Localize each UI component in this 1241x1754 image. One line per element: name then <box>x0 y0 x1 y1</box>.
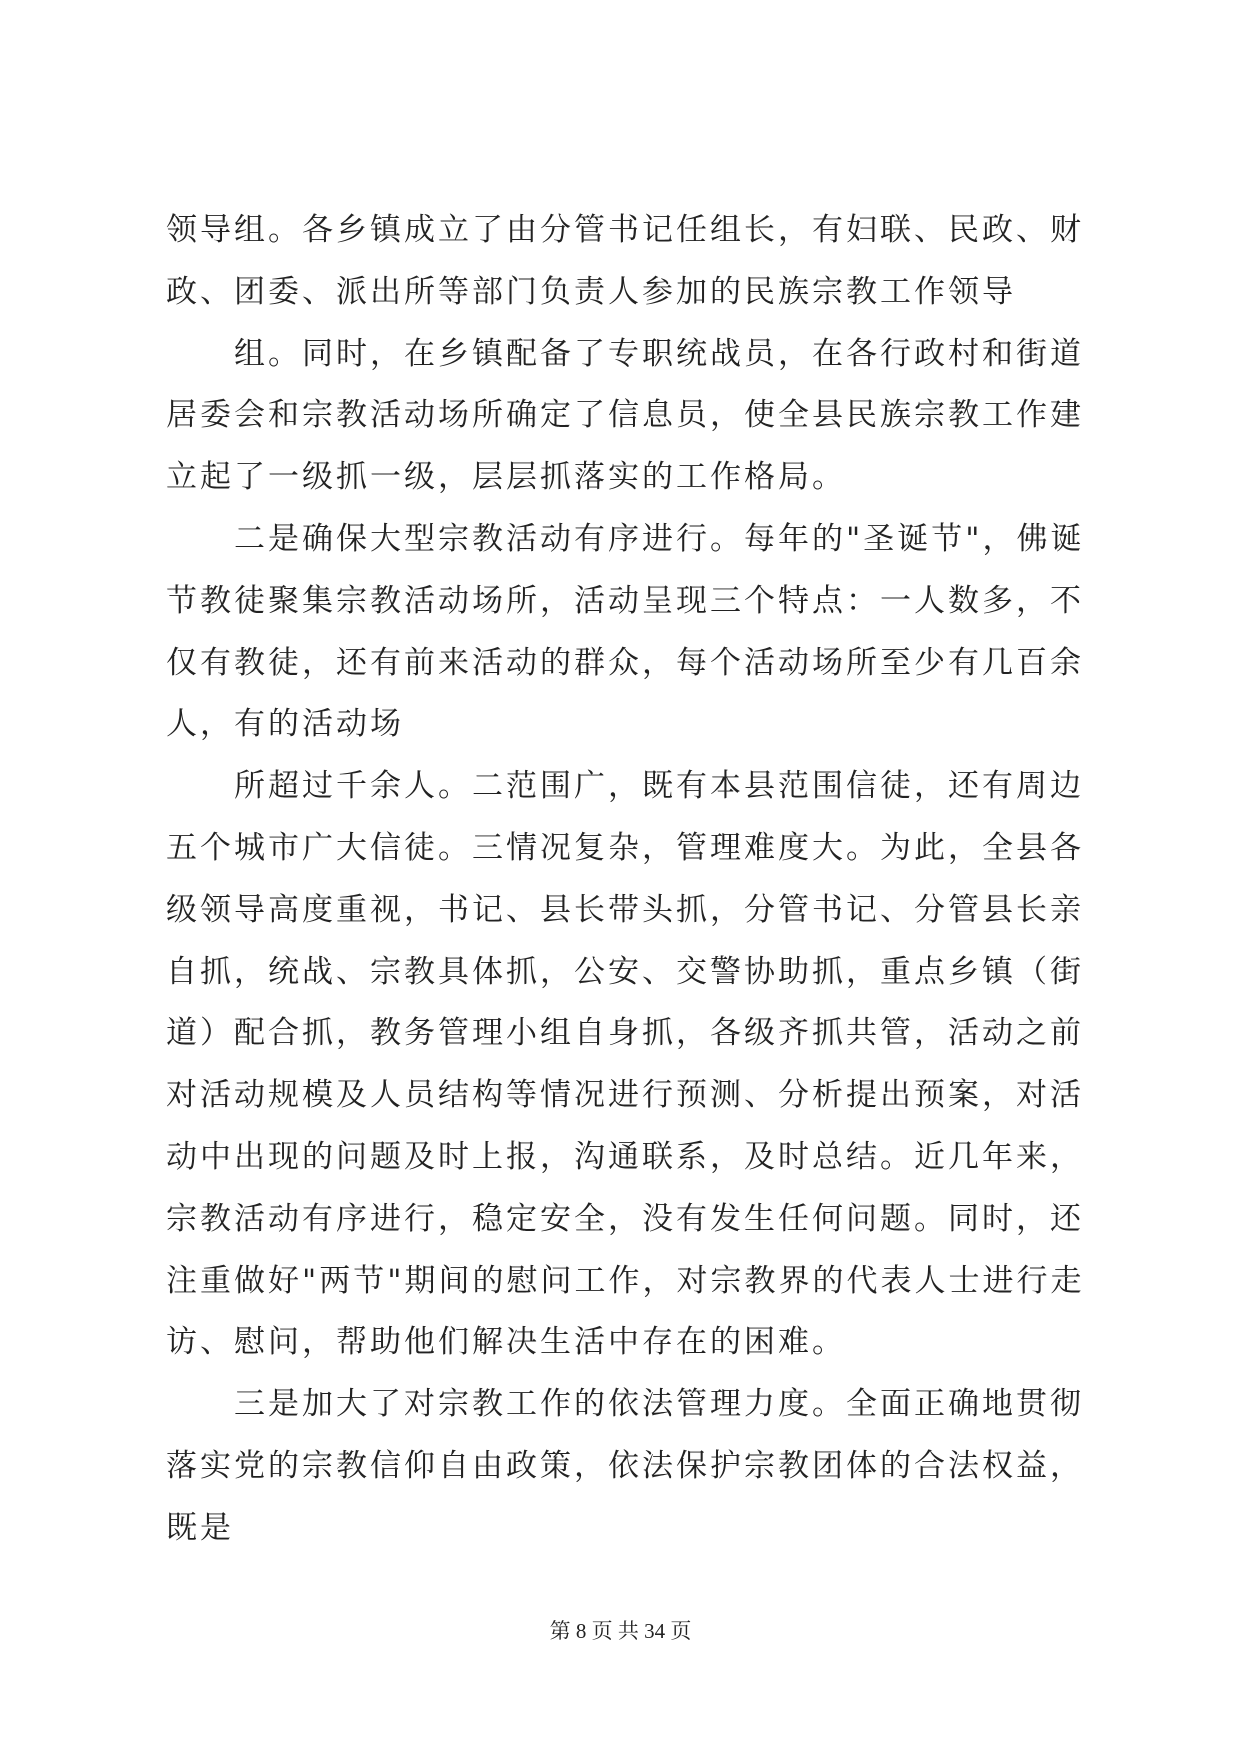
paragraph-2: 组。同时，在乡镇配备了专职统战员，在各行政村和街道居委会和宗教活动场所确定了信息员，使全县民族宗教工作建立起了一级抓一级，层层抓落实的工作格局。 <box>166 335 1084 496</box>
paragraph-5: 三是加大了对宗教工作的依法管理力度。全面正确地贯彻落实党的宗教信仰自由政策，依法保护宗教团体的合法权益，既是 <box>166 1386 1084 1546</box>
paragraph-4: 所超过千余人。二范围广，既有本县范围信徒，还有周边五个城市广大信徒。三情况复杂，管理难度大。为此，全县各级领导高度重视，书记、县长带头抓，分管书记、分管县长亲自抓，统战、宗教具体抓，公安、交警协助抓，重点乡镇（街道）配合抓，教务管理小组自身抓，各级齐抓共管，活动之前对活动规模及人员结构等情况进行预测、分析提出预案，对活动中出现的问题及时上报，沟通联系，及时总结。近几年来，宗教活动有序进行，稳定安全，没有发生任何问题。同时，还注重做好"两节"期间的慰问工作，对宗教界的代表人士进行走访、慰问，帮助他们解决生活中存在的困难。 <box>166 768 1085 1361</box>
paragraph-3: 二是确保大型宗教活动有序进行。每年的"圣诞节"，佛诞节教徒聚集宗教活动场所，活动呈现三个特点：一人数多，不仅有教徒，还有前来活动的群众，每个活动场所至少有几百余人，有的活动场 <box>166 520 1085 743</box>
page-number-footer: 第 8 页 共 34 页 <box>549 1619 692 1643</box>
body-text <box>166 200 1086 1560</box>
paragraph-1: 领导组。各乡镇成立了由分管书记任组长，有妇联、民政、财政、团委、派出所等部门负责人参加的民族宗教工作领导 <box>166 212 1084 310</box>
